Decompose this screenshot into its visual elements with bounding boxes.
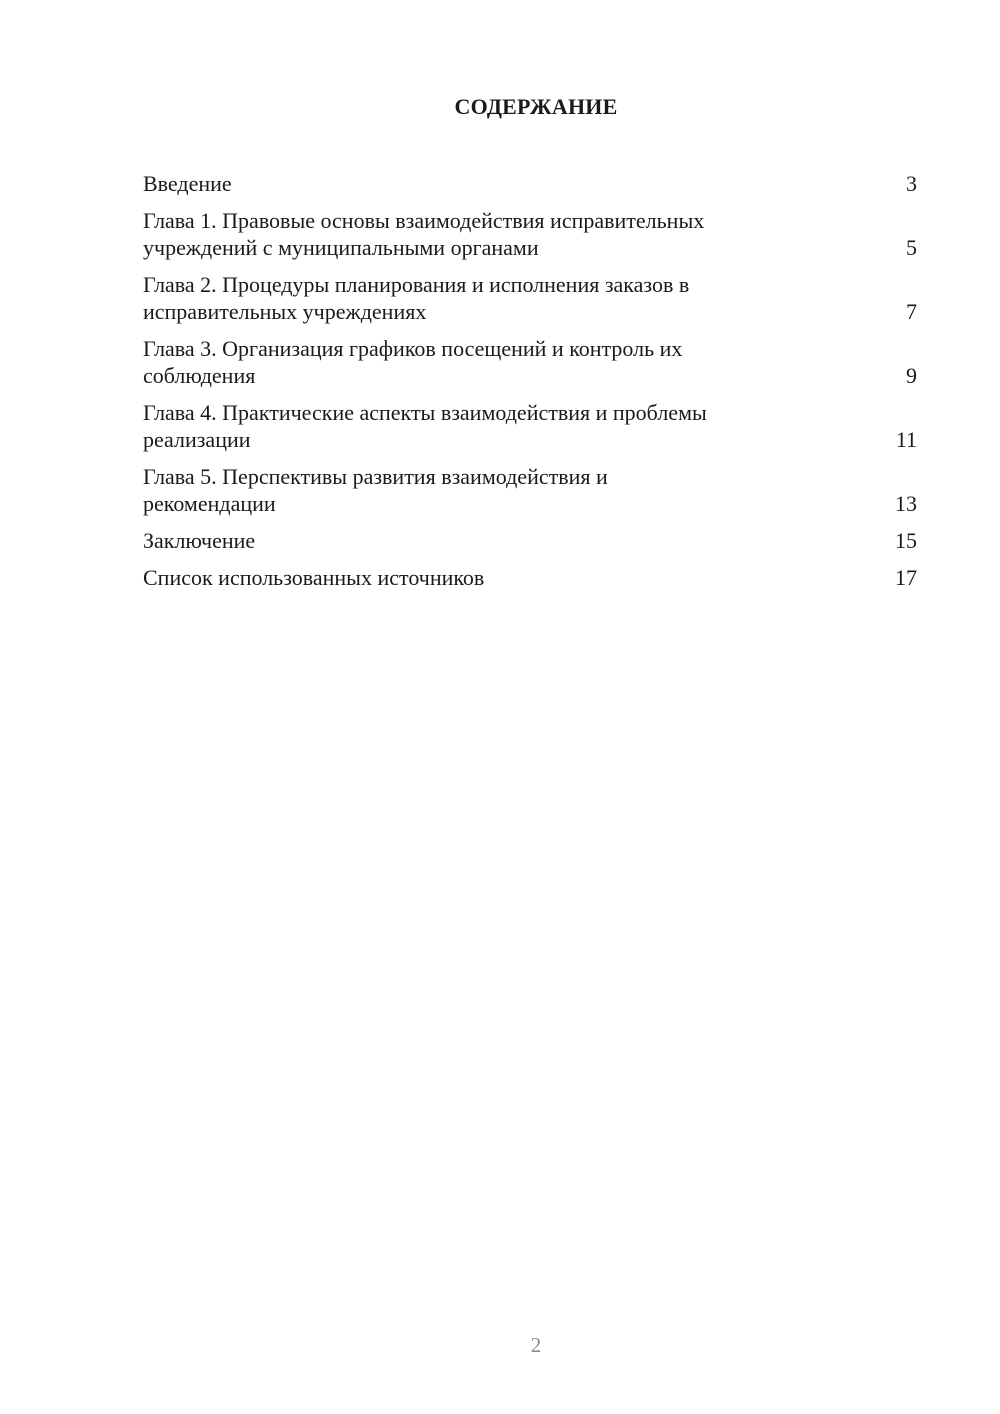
toc-entry-text: Глава 2. Процедуры планирования и исполнения заказов в исправительных учреждениях	[143, 272, 690, 324]
toc-title: СОДЕРЖАНИЕ	[454, 94, 618, 119]
toc-entry-page: 15	[895, 528, 917, 553]
toc-entry-introduction	[143, 170, 917, 197]
toc-entry-chapter-5	[143, 463, 917, 517]
toc-entry-chapter-3	[143, 335, 917, 389]
toc-entry-text: Глава 1. Правовые основы взаимодействия исправительных учреждений с муниципальными органами	[143, 208, 705, 260]
toc-entry-references	[143, 564, 917, 591]
toc-entry-page: 7	[906, 299, 917, 324]
toc-entry-chapter-2	[143, 271, 917, 325]
toc-entry-page: 5	[906, 235, 917, 260]
page-number: 2	[530, 1333, 542, 1357]
toc-entry-text: Глава 4. Практические аспекты взаимодействия и проблемы реализации	[143, 400, 707, 452]
toc-entry-page: 13	[895, 491, 917, 516]
toc-entry-conclusion	[143, 527, 917, 554]
toc-entry-page: 3	[906, 171, 917, 196]
toc-entry-text: Список использованных источников	[143, 565, 485, 590]
toc-entry-chapter-4	[143, 399, 917, 453]
toc-entry-page: 17	[895, 565, 917, 590]
toc-entry-text: Глава 3. Организация графиков посещений и контроль их соблюдения	[143, 336, 683, 388]
toc-entry-text: Введение	[143, 171, 232, 196]
toc-entry-page: 9	[906, 363, 917, 388]
toc-entry-text: Заключение	[143, 528, 256, 553]
table-of-contents	[143, 170, 917, 601]
toc-entry-text: Глава 5. Перспективы развития взаимодействия и рекомендации	[143, 464, 608, 516]
toc-entry-page: 11	[895, 427, 917, 452]
toc-entry-chapter-1	[143, 207, 917, 261]
